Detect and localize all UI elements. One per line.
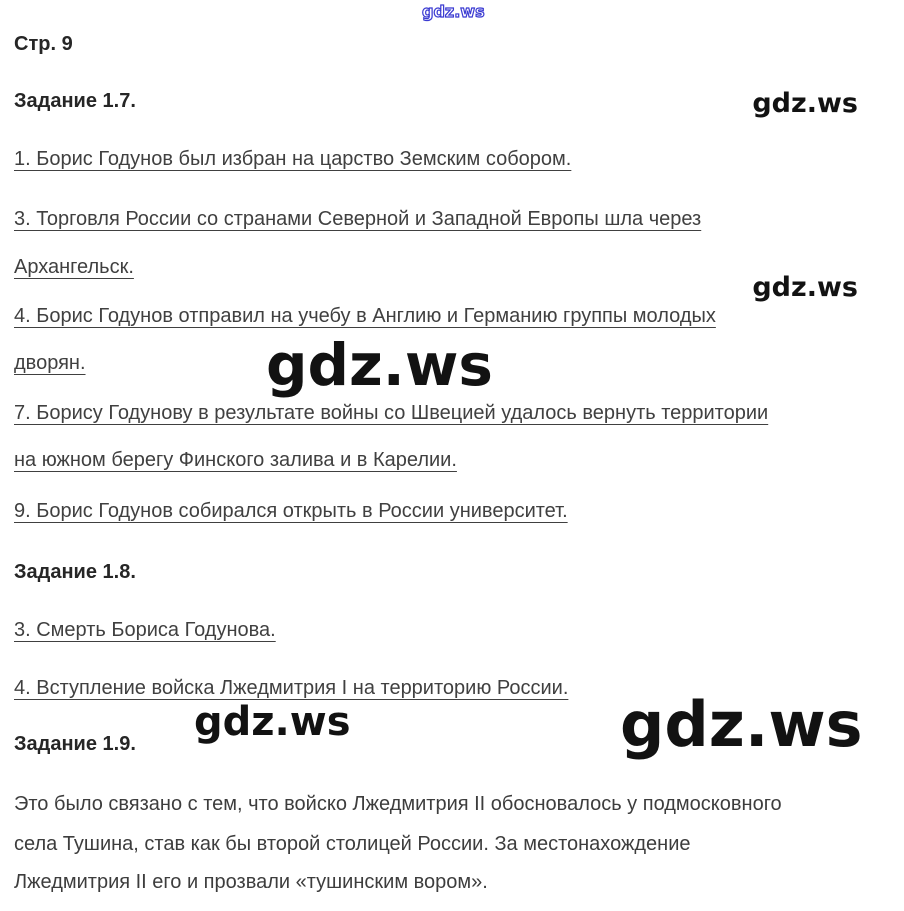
watermark-gdz-middle: gdz.ws [194,699,351,745]
answer-line: 3. Смерть Бориса Годунова. [14,619,276,641]
page-number: Стр. 9 [14,33,73,55]
task-1-9-title: Задание 1.9. [14,733,136,755]
task-1-8-title: Задание 1.8. [14,561,136,583]
paragraph-line: села Тушина, став как бы второй столицей России. За местонахождение [14,833,691,855]
answer-line: 3. Торговля России со странами Северной и Западной Европы шла через [14,208,702,230]
paragraph-line: Лжедмитрия II его и прозвали «тушинским вором». [14,871,488,893]
answer-line: на южном берегу Финского залива и в Карелии. [14,449,457,471]
task-1-7-title: Задание 1.7. [14,90,136,112]
answer-line: 4. Борис Годунов отправил на учебу в Англию и Германию группы молодых [14,305,716,327]
answer-line: 9. Борис Годунов собирался открыть в России университет. [14,500,568,522]
answer-line: дворян. [14,352,86,374]
answer-line: 4. Вступление войска Лжедмитрия I на территорию России. [14,677,569,699]
watermark-gdz-center-large: gdz.ws [266,331,493,399]
answer-line: 7. Борису Годунову в результате войны со Швецией удалось вернуть территории [14,402,769,424]
watermark-gdz-right-2: gdz.ws [752,272,858,303]
watermark-gdz-bottom-large: gdz.ws [620,688,863,761]
answer-line: 1. Борис Годунов был избран на царство Земским собором. [14,148,572,170]
watermark-gdz-right-1: gdz.ws [752,88,858,119]
watermark-gdz-top: gdz.ws [422,2,485,21]
paragraph-line: Это было связано с тем, что войско Лжедмитрия II обосновалось у подмосковного [14,793,782,815]
answer-line: Архангельск. [14,256,134,278]
